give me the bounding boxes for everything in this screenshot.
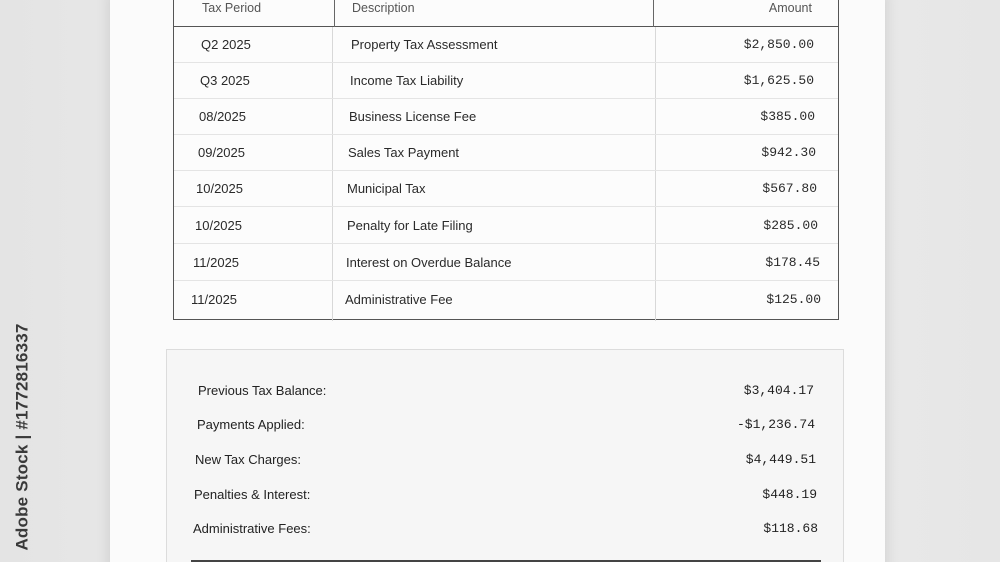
table-row — [174, 27, 838, 63]
summary-value: $3,404.17 — [743, 383, 814, 398]
table-row — [174, 135, 838, 171]
summary-label: Payments Applied: — [197, 417, 305, 432]
row-amount: $285.00 — [763, 218, 818, 233]
balance-summary — [166, 349, 844, 562]
summary-label: New Tax Charges: — [195, 452, 301, 467]
header-divider — [334, 0, 335, 27]
row-period: 11/2025 — [191, 292, 238, 307]
tax-items-table — [173, 0, 839, 320]
row-period: 09/2025 — [198, 145, 245, 160]
row-amount: $2,850.00 — [743, 37, 814, 52]
summary-value: $4,449.51 — [745, 452, 816, 467]
watermark-side-text: Adobe Stock | #1772816337 — [13, 323, 33, 551]
summary-label: Previous Tax Balance: — [198, 383, 327, 398]
table-row — [174, 245, 838, 281]
header-amount: Amount — [768, 1, 812, 15]
row-amount: $125.00 — [766, 292, 821, 307]
row-period: Q3 2025 — [200, 73, 250, 88]
watermark-side — [8, 322, 38, 552]
row-description: Sales Tax Payment — [348, 145, 460, 160]
header-divider — [653, 0, 654, 27]
header-description: Description — [352, 1, 415, 15]
row-period: 11/2025 — [193, 255, 240, 270]
row-period: 08/2025 — [199, 109, 246, 124]
table-row — [174, 282, 838, 318]
row-period: Q2 2025 — [201, 37, 251, 52]
summary-row-penalties-interest — [167, 487, 843, 511]
row-description: Penalty for Late Filing — [347, 218, 473, 233]
table-header — [174, 0, 838, 27]
table-row — [174, 63, 838, 99]
table-row — [174, 208, 838, 244]
row-amount: $567.80 — [762, 181, 817, 196]
summary-value: $448.19 — [762, 487, 817, 502]
summary-label: Administrative Fees: — [193, 521, 311, 536]
summary-row-new-charges — [167, 452, 843, 476]
table-row — [174, 171, 838, 207]
row-period: 10/2025 — [196, 181, 243, 196]
row-amount: $942.30 — [761, 145, 816, 160]
row-amount: $178.45 — [765, 255, 820, 270]
row-description: Municipal Tax — [347, 181, 426, 196]
summary-value: $118.68 — [763, 521, 818, 536]
row-description: Business License Fee — [349, 109, 477, 124]
summary-value: -$1,236.74 — [736, 417, 815, 432]
row-description: Property Tax Assessment — [351, 37, 498, 52]
table-row — [174, 99, 838, 135]
row-period: 10/2025 — [195, 218, 242, 233]
summary-row-previous-balance — [167, 383, 843, 407]
row-description: Administrative Fee — [345, 292, 453, 307]
row-amount: $1,625.50 — [743, 73, 814, 88]
row-description: Income Tax Liability — [350, 73, 464, 88]
row-amount: $385.00 — [760, 109, 815, 124]
header-tax-period: Tax Period — [202, 1, 262, 15]
summary-row-payments-applied — [167, 417, 843, 441]
summary-label: Penalties & Interest: — [194, 487, 311, 502]
summary-row-admin-fees — [167, 521, 843, 545]
row-description: Interest on Overdue Balance — [346, 255, 512, 270]
